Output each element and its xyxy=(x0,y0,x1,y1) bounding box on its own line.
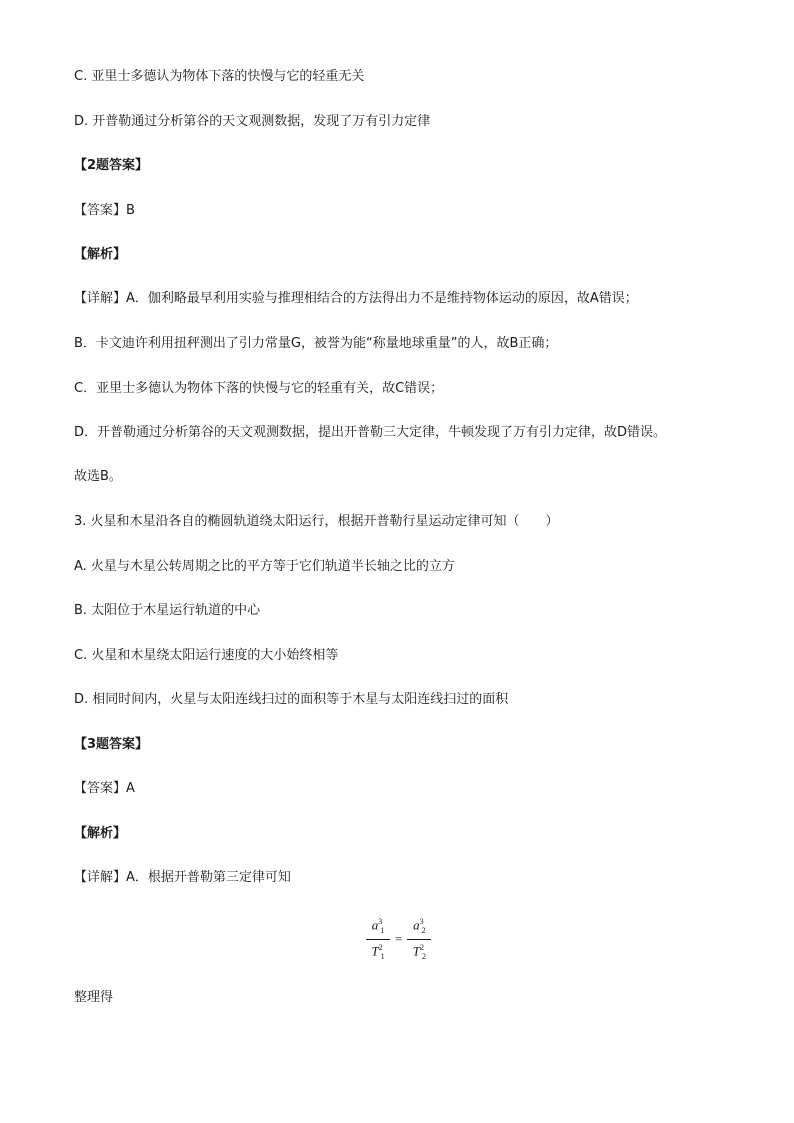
q3-question: 3. 火星和木星沿各自的椭圆轨道绕太阳运行，根据开普勒行星运动定律可知（ ） xyxy=(74,514,559,529)
q2-answer: 【答案】B xyxy=(74,203,135,218)
q2-detail-a: 【详解】A．伽利略最早利用实验与推理相结合的方法得出力不是维持物体运动的原因，故A错误； xyxy=(74,291,638,306)
q3-option-c: C. 火星和木星绕太阳运行速度的大小始终相等 xyxy=(74,648,339,663)
left-denominator: $T^2_1$ xyxy=(371,942,385,961)
kepler-third-law-formula xyxy=(366,914,431,965)
q2-detail-c: C．亚里士多德认为物体下落的快慢与它的轻重有关，故C错误； xyxy=(74,381,444,396)
q3-option-a: A. 火星与木星公转周期之比的平方等于它们轨道半长轴之比的立方 xyxy=(74,559,455,574)
equals-sign: = xyxy=(395,931,403,947)
left-fraction xyxy=(366,914,390,965)
q3-option-d: D. 相同时间内，火星与太阳连线扫过的面积等于木星与太阳连线扫过的面积 xyxy=(74,692,509,707)
left-numerator: $a^3_1$ xyxy=(371,917,385,935)
q2-option-d: D. 开普勒通过分析第谷的天文观测数据，发现了万有引力定律 xyxy=(74,114,431,129)
q2-option-c: C. 亚里士多德认为物体下落的快慢与它的轻重无关 xyxy=(74,69,365,84)
q3-answer: 【答案】A xyxy=(74,781,135,796)
q2-detail-b: B．卡文迪许利用扭秤测出了引力常量G，被誉为能“称量地球重量”的人，故B正确； xyxy=(74,336,558,351)
q3-tidy: 整理得 xyxy=(74,990,114,1005)
q2-conclusion: 故选B。 xyxy=(74,469,122,484)
q3-option-b: B. 太阳位于木星运行轨道的中心 xyxy=(74,603,261,618)
right-denominator: $T^2_2$ xyxy=(412,942,426,961)
q3-detail-a: 【详解】A．根据开普勒第三定律可知 xyxy=(74,870,291,885)
q3-analysis-header: 【解析】 xyxy=(74,826,127,841)
q2-analysis-header: 【解析】 xyxy=(74,247,127,262)
right-fraction xyxy=(407,914,431,965)
q2-answer-header: 【2题答案】 xyxy=(74,158,149,173)
q3-answer-header: 【3题答案】 xyxy=(74,737,149,752)
q2-detail-d: D．开普勒通过分析第谷的天文观测数据，提出开普勒三大定律，牛顿发现了万有引力定律，故D错误。 xyxy=(74,425,667,440)
right-numerator: $a^3_2$ xyxy=(413,917,426,935)
